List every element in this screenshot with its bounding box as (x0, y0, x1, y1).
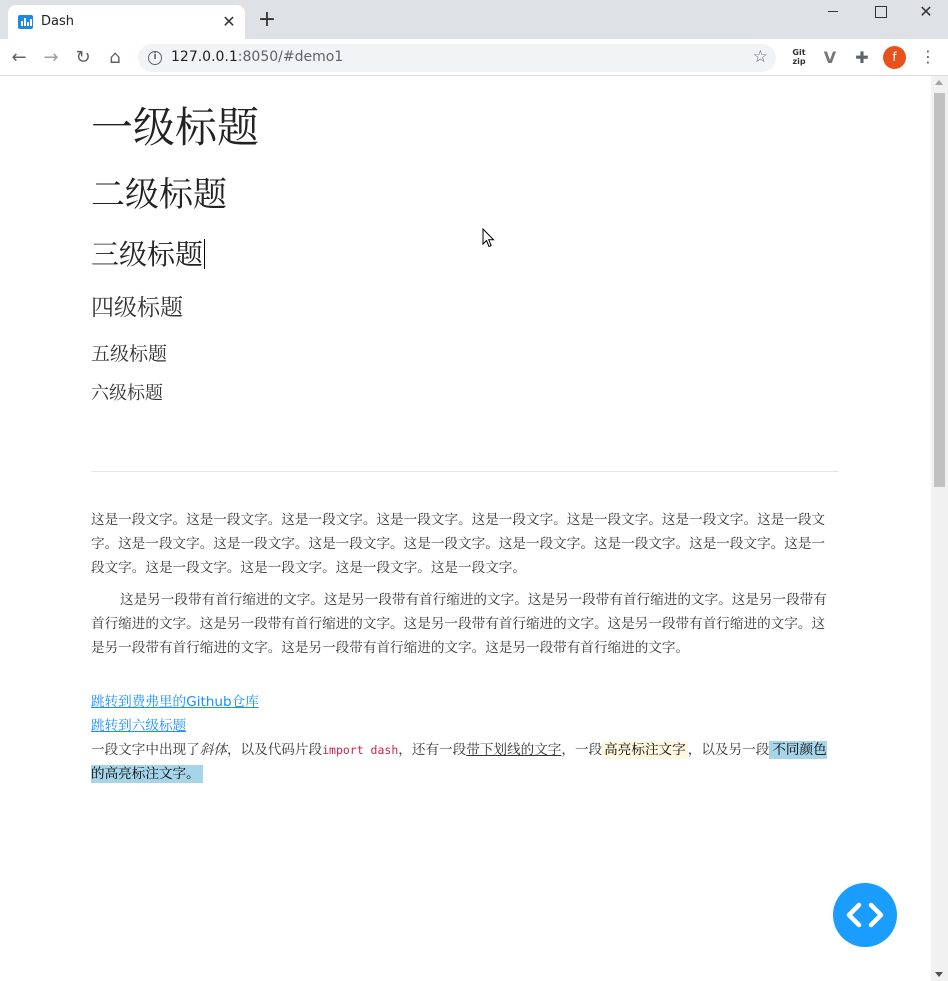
heading-6: 六级标题 (91, 383, 163, 404)
reload-icon[interactable]: ↻ (75, 47, 91, 68)
horizontal-divider (91, 471, 839, 472)
github-repo-link[interactable]: 跳转到费弗里的Github仓库 (91, 694, 259, 710)
paragraph-plain: 这是一段文字。这是一段文字。这是一段文字。这是一段文字。这是一段文字。这是一段文字。这是一段文字。这是一段文字。这是一段文字。这是一段文字。这是一段文字。这是一段文字。这是一段文字。这是一段文字。这是一段文字。这是一段文字。这是一段文字。这是一段文字。这是一段文字。这是一段文字。 (91, 512, 826, 576)
window-maximize-button[interactable] (857, 0, 903, 26)
window-close-button[interactable]: ✕ (919, 2, 933, 21)
highlight-text-alt-color: 不同颜色的高亮标注文字。 (91, 742, 827, 782)
window-minimize-button[interactable] (810, 0, 856, 26)
heading-4: 四级标题 (91, 295, 183, 321)
scroll-down-arrow-icon[interactable] (935, 972, 943, 977)
gitzip-extension-icon[interactable]: Git zip (792, 48, 806, 66)
page-scrollbar[interactable] (931, 76, 948, 981)
back-arrow-icon[interactable]: ← (11, 47, 27, 68)
heading-1: 一级标题 (91, 103, 260, 152)
jump-to-h6-link[interactable]: 跳转到六级标题 (91, 718, 187, 734)
inline-code: import dash (322, 743, 399, 757)
code-brackets-icon (833, 883, 897, 947)
heading-5: 五级标题 (91, 343, 168, 365)
paragraph-mixed-formatting: 一段文字中出现了斜体，以及代码片段import dash，还有一段带下划线的文字，一段 高亮标注文字 ，以及另一段 不同颜色的高亮标注文字。 (91, 742, 827, 782)
italic-text: 斜体 (199, 742, 227, 758)
scroll-up-arrow-icon[interactable] (935, 80, 943, 85)
underlined-text: 带下划线的文字 (466, 742, 562, 758)
bookmark-star-icon[interactable]: ☆ (752, 47, 768, 67)
profile-avatar[interactable]: f (883, 46, 906, 69)
tab-title: Dash (41, 14, 74, 29)
scroll-thumb[interactable] (934, 93, 945, 487)
dash-favicon-icon (18, 15, 33, 29)
vue-devtools-extension-icon[interactable]: V (823, 48, 837, 67)
paragraph-indented: 这是另一段带有首行缩进的文字。这是另一段带有首行缩进的文字。这是另一段带有首行缩进的文字。这是另一段带有首行缩进的文字。这是另一段带有首行缩进的文字。这是另一段带有首行缩进的文字。这是另一段带有首行缩进的文字。这是另一段带有首行缩进的文字。这是另一段带有首行缩进的文字。这是另一段带有首行缩进的文字。 (91, 592, 827, 656)
browser-tab[interactable] (8, 5, 245, 39)
browser-menu-icon[interactable]: ⋮ (920, 47, 936, 66)
tab-close-icon[interactable]: ✕ (222, 12, 236, 31)
mouse-cursor-icon (482, 228, 495, 248)
code-toggle-button[interactable] (833, 883, 897, 947)
url-text[interactable]: 127.0.0.1:8050/#demo1 (171, 49, 344, 65)
heading-2: 二级标题 (91, 175, 227, 215)
browser-toolbar (0, 39, 948, 76)
text-caret (204, 239, 205, 269)
home-icon[interactable]: ⌂ (109, 47, 121, 68)
forward-arrow-icon[interactable]: → (43, 47, 59, 68)
extensions-puzzle-icon[interactable]: ✚ (855, 48, 869, 67)
heading-3: 三级标题 (91, 238, 204, 271)
address-bar[interactable] (138, 44, 776, 72)
highlight-text: 高亮标注文字 (604, 742, 686, 758)
new-tab-button[interactable]: + (257, 7, 277, 32)
site-info-icon[interactable]: i (148, 51, 162, 65)
browser-titlebar (0, 0, 948, 39)
